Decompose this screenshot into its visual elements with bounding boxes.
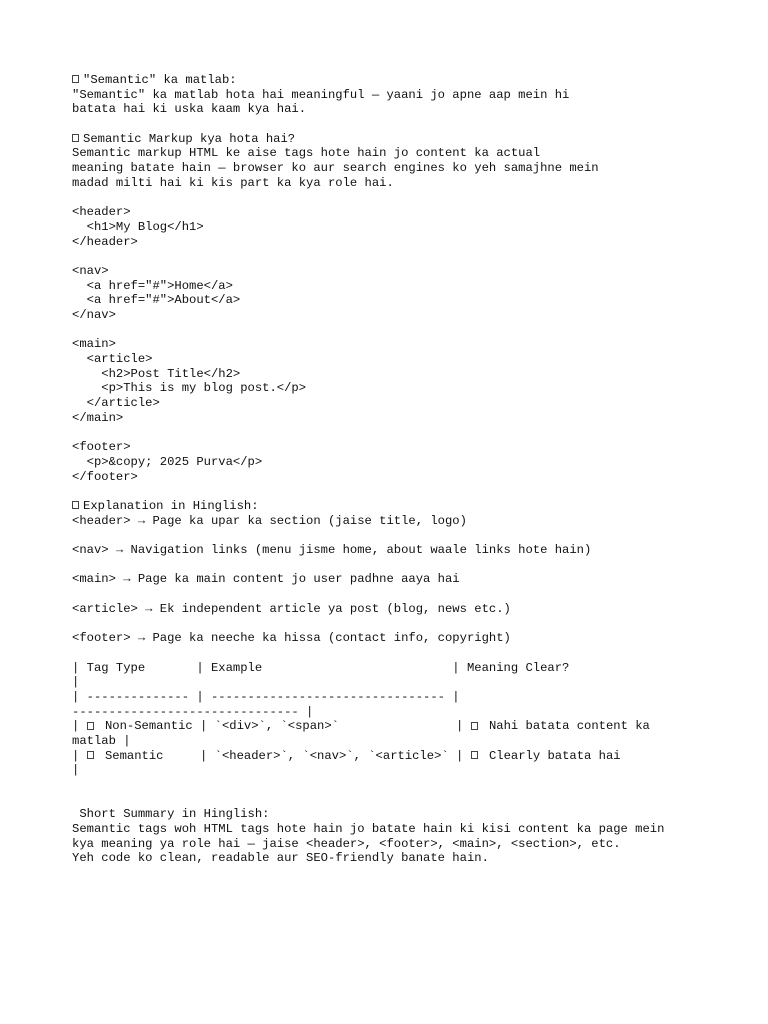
code-line: <p>&copy; 2025 Purva</p> (72, 454, 263, 469)
paragraph-line: batata hai ki uska kaam kya hai. (72, 102, 307, 117)
box-glyph-icon (72, 75, 79, 83)
code-line: <a href="#">Home</a> (72, 278, 233, 293)
code-line: <header> (72, 205, 131, 220)
paragraph-line: Semantic tags woh HTML tags hote hain jo batate hain ki kisi content ka page mein (72, 822, 665, 837)
table-row-semantic: | Semantic | `<header>`, `<nav>`, `<article>` | Clearly batata hai (72, 748, 621, 763)
section-heading-semantic-meaning: "Semantic" ka matlab: (72, 73, 712, 88)
table-header-line: | Tag Type | Example | Meaning Clear? (72, 660, 570, 675)
code-line: <h2>Post Title</h2> (72, 366, 241, 381)
explanation-item: <nav> → Navigation links (menu jisme home, about waale links hote hain) (72, 543, 592, 557)
box-glyph-icon (87, 722, 94, 730)
code-line: <footer> (72, 440, 131, 455)
code-line: </header> (72, 234, 138, 249)
code-line: <nav> (72, 263, 109, 278)
code-line: </main> (72, 410, 124, 425)
paragraph-line: kya meaning ya role hai — jaise <header>, <footer>, <main>, <section>, etc. (72, 836, 621, 851)
table-row-non-semantic: | Non-Semantic | `<div>`, `<span>` | Nahi batata content ka (72, 719, 650, 734)
section-heading-explanation: Explanation in Hinglish: (72, 499, 712, 514)
table-separator-line: ------------------------------- | (72, 704, 314, 719)
section-heading-summary: Short Summary in Hinglish: (72, 807, 270, 822)
code-line: <a href="#">About</a> (72, 293, 241, 308)
table-row-continuation: | (72, 763, 80, 778)
explanation-item: <header> → Page ka upar ka section (jaise title, logo) (72, 513, 467, 528)
paragraph-line: Semantic markup HTML ke aise tags hote hain jo content ka actual (72, 146, 541, 161)
paragraph-line: meaning batate hain — browser ko aur search engines ko yeh samajhne mein (72, 161, 599, 176)
explanation-item: <article> → Ek independent article ya post (blog, news etc.) (72, 601, 511, 616)
code-line: <h1>My Blog</h1> (72, 219, 204, 234)
code-line: </article> (72, 396, 160, 411)
code-line: <main> (72, 337, 116, 352)
box-glyph-icon (72, 134, 79, 142)
paragraph-line: "Semantic" ka matlab hota hai meaningful — yaani jo apne aap mein hi (72, 87, 570, 102)
box-glyph-icon (471, 722, 478, 730)
explanation-item: <footer> → Page ka neeche ka hissa (contact info, copyright) (72, 631, 511, 646)
section-heading-semantic-markup: Semantic Markup kya hota hai? (72, 132, 712, 147)
paragraph-line: madad milti hai ki kis part ka kya role hai. (72, 175, 394, 190)
paragraph-line: Yeh code ko clean, readable aur SEO-friendly banate hain. (72, 851, 489, 866)
explanation-item: <main> → Page ka main content jo user padhne aaya hai (72, 572, 460, 587)
box-glyph-icon (87, 751, 94, 759)
table-separator-line: | -------------- | -------------------------------- | (72, 689, 460, 704)
table-header-line: | (72, 675, 80, 690)
document-page (72, 73, 712, 866)
box-glyph-icon (471, 751, 478, 759)
code-line: <article> (72, 352, 153, 367)
code-line: </nav> (72, 308, 116, 322)
code-line: <p>This is my blog post.</p> (72, 381, 307, 396)
box-glyph-icon (72, 501, 79, 509)
code-line: </footer> (72, 469, 138, 484)
table-row-continuation: matlab | (72, 733, 131, 748)
